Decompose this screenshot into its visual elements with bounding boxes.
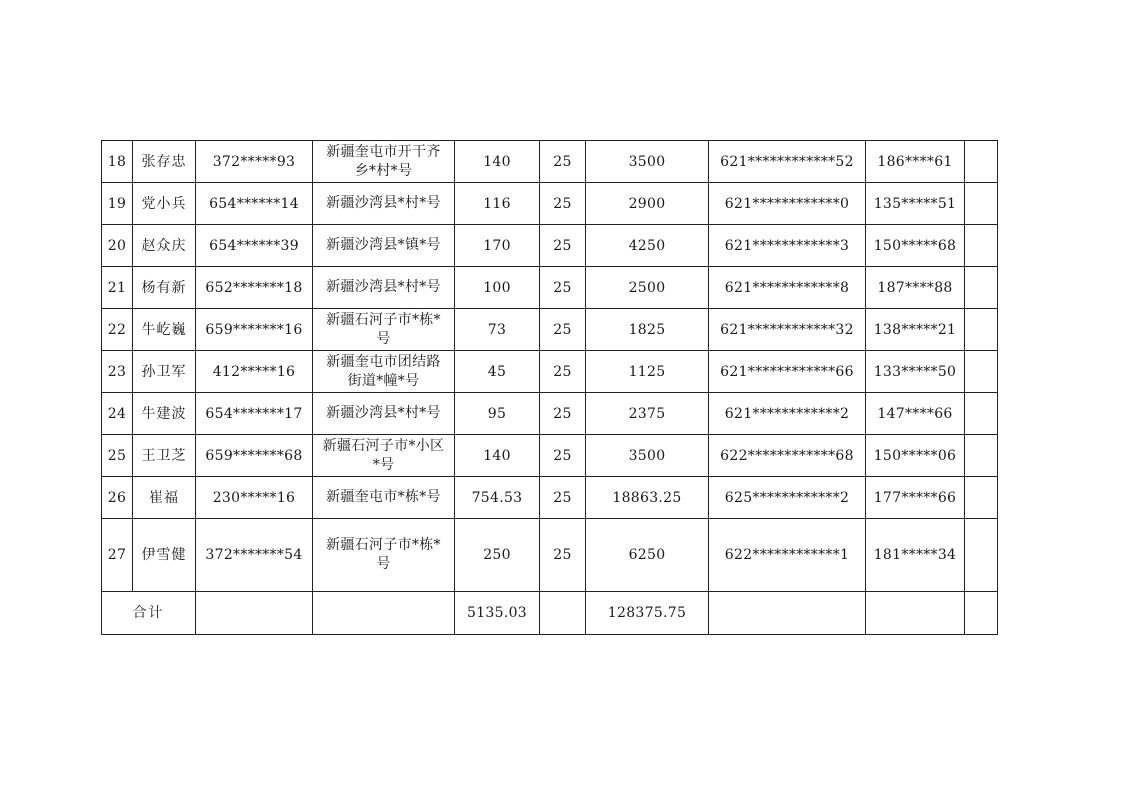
total-amount-cell: 128375.75 [586,592,709,635]
table-row [102,141,998,183]
remark-cell [965,435,998,477]
row-number-cell: 25 [102,435,133,477]
address-cell: 新疆石河子市*小区*号 [313,435,455,477]
row-number-cell: 18 [102,141,133,183]
id-number-cell: 412*****16 [196,351,313,393]
table-row [102,183,998,225]
address-cell: 新疆沙湾县*村*号 [313,183,455,225]
table-row [102,267,998,309]
phone-cell: 186****61 [866,141,965,183]
rate-cell: 25 [540,309,586,351]
bank-account-cell: 621************8 [709,267,866,309]
amount-cell: 3500 [586,141,709,183]
bank-account-cell: 621************3 [709,225,866,267]
area-cell: 95 [455,393,540,435]
area-cell: 73 [455,309,540,351]
id-number-cell: 654******39 [196,225,313,267]
phone-cell: 133*****50 [866,351,965,393]
area-cell: 754.53 [455,477,540,519]
total-empty-cell [866,592,965,635]
amount-cell: 6250 [586,519,709,592]
table-row [102,309,998,351]
address-cell: 新疆沙湾县*村*号 [313,267,455,309]
area-cell: 45 [455,351,540,393]
id-number-cell: 230*****16 [196,477,313,519]
subsidy-roster-table [101,140,998,635]
amount-cell: 1125 [586,351,709,393]
phone-cell: 187****88 [866,267,965,309]
remark-cell [965,477,998,519]
amount-cell: 18863.25 [586,477,709,519]
phone-cell: 177*****66 [866,477,965,519]
rate-cell: 25 [540,351,586,393]
phone-cell: 150*****68 [866,225,965,267]
bank-account-cell: 621************2 [709,393,866,435]
table-body [102,141,998,635]
remark-cell [965,351,998,393]
name-cell: 崔福 [133,477,196,519]
address-cell: 新疆奎屯市*栋*号 [313,477,455,519]
amount-cell: 2900 [586,183,709,225]
total-area-cell: 5135.03 [455,592,540,635]
table-row [102,351,998,393]
amount-cell: 1825 [586,309,709,351]
total-empty-cell [313,592,455,635]
table-row [102,393,998,435]
row-number-cell: 23 [102,351,133,393]
total-empty-cell [196,592,313,635]
phone-cell: 181*****34 [866,519,965,592]
total-empty-cell [965,592,998,635]
address-cell: 新疆沙湾县*镇*号 [313,225,455,267]
row-number-cell: 21 [102,267,133,309]
remark-cell [965,309,998,351]
rate-cell: 25 [540,267,586,309]
address-cell: 新疆石河子市*栋*号 [313,519,455,592]
remark-cell [965,267,998,309]
remark-cell [965,393,998,435]
area-cell: 116 [455,183,540,225]
amount-cell: 2375 [586,393,709,435]
phone-cell: 150*****06 [866,435,965,477]
name-cell: 杨有新 [133,267,196,309]
amount-cell: 2500 [586,267,709,309]
table-row [102,519,998,592]
bank-account-cell: 621************66 [709,351,866,393]
row-number-cell: 19 [102,183,133,225]
id-number-cell: 659*******16 [196,309,313,351]
name-cell: 张存忠 [133,141,196,183]
amount-cell: 4250 [586,225,709,267]
address-cell: 新疆奎屯市开干齐乡*村*号 [313,141,455,183]
name-cell: 牛建波 [133,393,196,435]
document-sheet [101,140,998,635]
rate-cell: 25 [540,519,586,592]
bank-account-cell: 621************32 [709,309,866,351]
total-row [102,592,998,635]
rate-cell: 25 [540,141,586,183]
total-label-cell: 合计 [102,592,196,635]
area-cell: 140 [455,141,540,183]
bank-account-cell: 622************68 [709,435,866,477]
rate-cell: 25 [540,477,586,519]
bank-account-cell: 621************0 [709,183,866,225]
id-number-cell: 654*******17 [196,393,313,435]
phone-cell: 147****66 [866,393,965,435]
id-number-cell: 372*******54 [196,519,313,592]
address-cell: 新疆沙湾县*村*号 [313,393,455,435]
name-cell: 牛屹巍 [133,309,196,351]
name-cell: 伊雪健 [133,519,196,592]
id-number-cell: 659*******68 [196,435,313,477]
name-cell: 孙卫军 [133,351,196,393]
phone-cell: 138*****21 [866,309,965,351]
bank-account-cell: 621************52 [709,141,866,183]
table-row [102,225,998,267]
name-cell: 党小兵 [133,183,196,225]
address-cell: 新疆奎屯市团结路街道*幢*号 [313,351,455,393]
bank-account-cell: 625************2 [709,477,866,519]
remark-cell [965,225,998,267]
address-cell: 新疆石河子市*栋*号 [313,309,455,351]
rate-cell: 25 [540,393,586,435]
remark-cell [965,141,998,183]
total-empty-cell [709,592,866,635]
total-empty-cell [540,592,586,635]
bank-account-cell: 622************1 [709,519,866,592]
id-number-cell: 654******14 [196,183,313,225]
row-number-cell: 20 [102,225,133,267]
area-cell: 100 [455,267,540,309]
area-cell: 140 [455,435,540,477]
rate-cell: 25 [540,435,586,477]
remark-cell [965,519,998,592]
id-number-cell: 372*****93 [196,141,313,183]
area-cell: 250 [455,519,540,592]
name-cell: 赵众庆 [133,225,196,267]
remark-cell [965,183,998,225]
id-number-cell: 652*******18 [196,267,313,309]
amount-cell: 3500 [586,435,709,477]
row-number-cell: 22 [102,309,133,351]
rate-cell: 25 [540,183,586,225]
name-cell: 王卫芝 [133,435,196,477]
row-number-cell: 26 [102,477,133,519]
row-number-cell: 27 [102,519,133,592]
table-row [102,477,998,519]
row-number-cell: 24 [102,393,133,435]
phone-cell: 135*****51 [866,183,965,225]
rate-cell: 25 [540,225,586,267]
table-row [102,435,998,477]
area-cell: 170 [455,225,540,267]
